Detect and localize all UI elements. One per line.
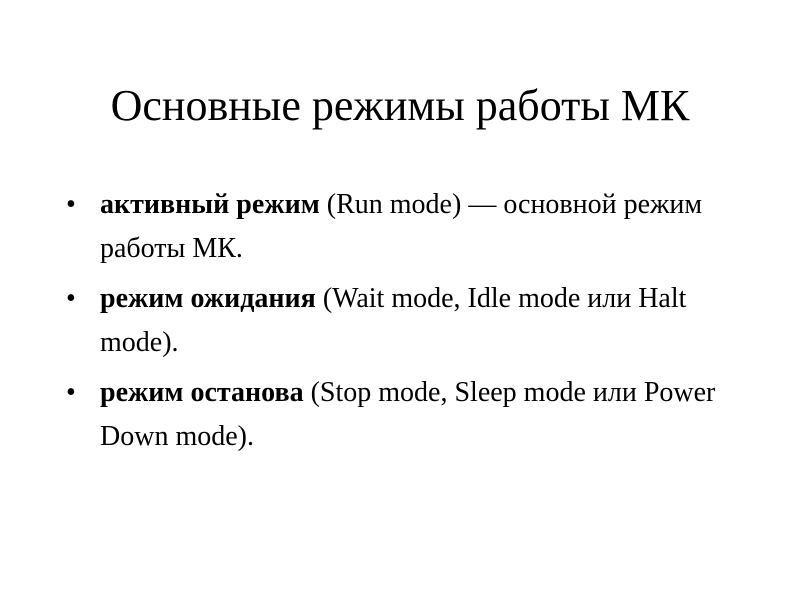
mode-term: режим останова <box>100 377 304 408</box>
bullet-list <box>66 183 746 465</box>
mode-description: (Wait mode, Idle mode или Halt mode). <box>100 283 687 358</box>
slide-title: Основные режимы работы МК <box>110 81 690 130</box>
list-item <box>66 371 746 459</box>
bullet-icon: • <box>66 283 76 314</box>
list-item <box>66 183 746 271</box>
list-item <box>66 277 746 365</box>
bullet-icon: • <box>66 377 76 408</box>
mode-term: активный режим <box>100 189 320 220</box>
mode-description: (Stop mode, Sleep mode или Power Down mode). <box>100 377 716 452</box>
mode-description: (Run mode) — основной режим работы МК. <box>100 189 703 264</box>
mode-term: режим ожидания <box>100 283 316 314</box>
bullet-icon: • <box>66 189 76 220</box>
